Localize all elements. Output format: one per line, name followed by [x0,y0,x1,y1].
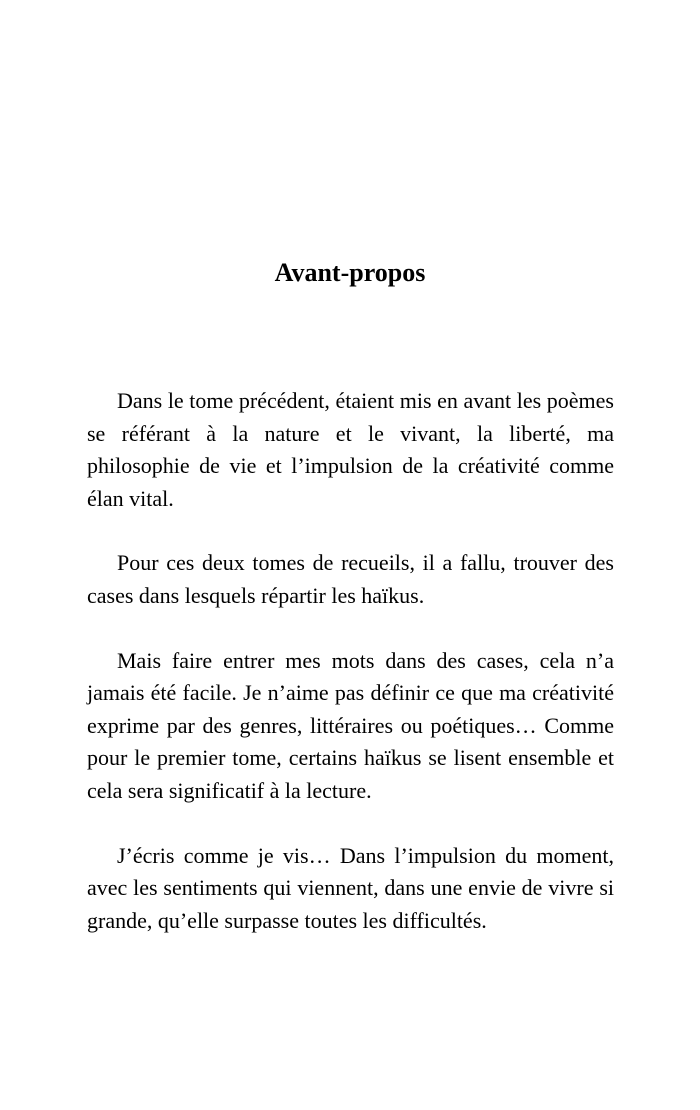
paragraph-4: J’écris comme je vis… Dans l’impulsion du moment, avec les sentiments qui viennent, dans une envie de vivre si grande, qu’elle surpasse toutes les difficultés. [87,842,614,933]
page-title: Avant-propos [274,258,426,287]
body-text [87,385,614,969]
paragraph-2: Pour ces deux tomes de recueils, il a fallu, trouver des cases dans lesquels répartir les haïkus. [87,550,614,608]
paragraph-1: Dans le tome précédent, étaient mis en avant les poèmes se référant à la nature et le vivant, la liberté, ma philosophie de vie et l’impulsion de la créativité comme élan vital. [87,388,614,511]
paragraph-3: Mais faire entrer mes mots dans des cases, cela n’a jamais été facile. Je n’aime pas définir ce que ma créativité exprime par des genres, littéraires ou poétiques… Comme pour le premier tome, certains haïkus se lisent ensemble et cela sera significatif à la lecture. [87,647,614,803]
